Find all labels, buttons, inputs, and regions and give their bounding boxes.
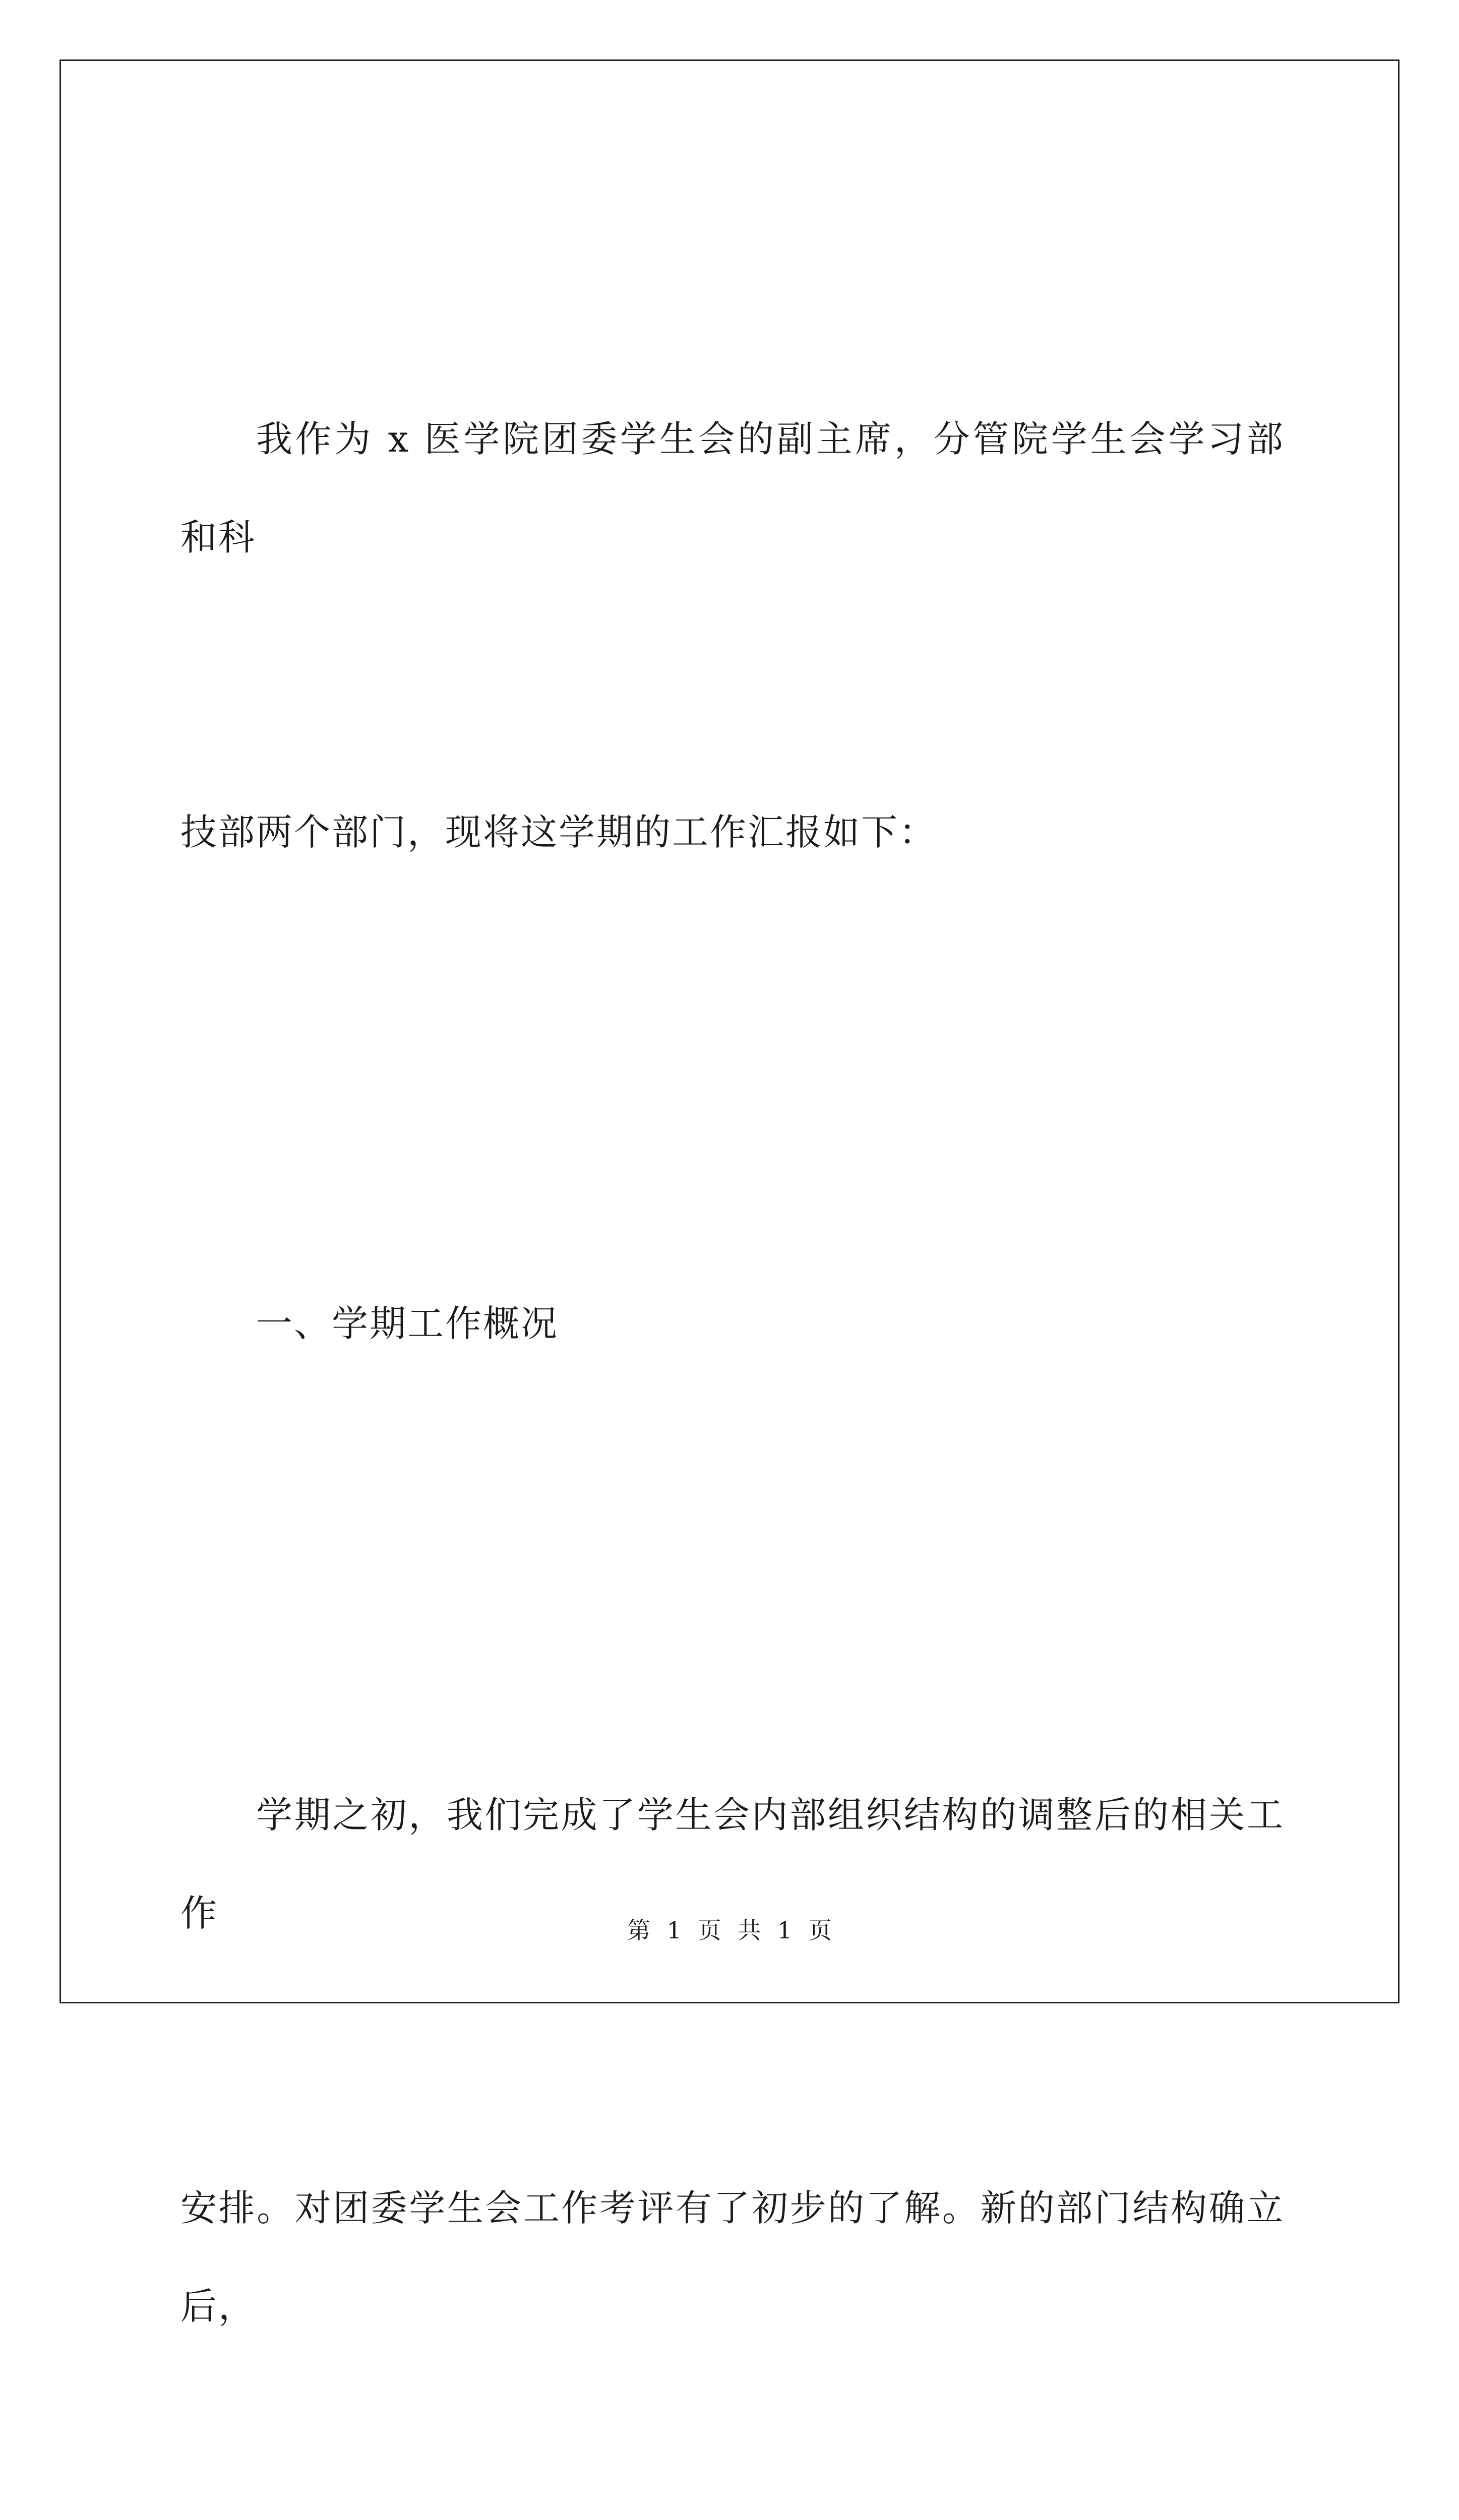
page-indicator: 第 1 页 共 1 页 (627, 1917, 832, 1944)
paragraph-intro (180, 194, 1285, 1078)
text-line: 安排。对团委学生会工作考评有了初步的了解。新的部门结构确立后， (180, 2187, 1285, 2327)
page-footer (0, 1912, 1459, 1945)
text-line: 技部两个部门，现将这学期的工作汇报如下： (180, 811, 937, 853)
heading-text: 一、学期工作概况 (256, 1302, 559, 1345)
text-line: 学期之初，我们完成了学生会内部组织结构的调整后的相关工作 (180, 1794, 1285, 1934)
section-heading-1 (180, 1078, 1285, 1569)
document-body (180, 194, 1285, 2520)
paragraph-overview (180, 1569, 1285, 2520)
text-line: 我作为 x 医学院团委学生会的副主席，分管院学生会学习部和科 (180, 418, 1285, 558)
